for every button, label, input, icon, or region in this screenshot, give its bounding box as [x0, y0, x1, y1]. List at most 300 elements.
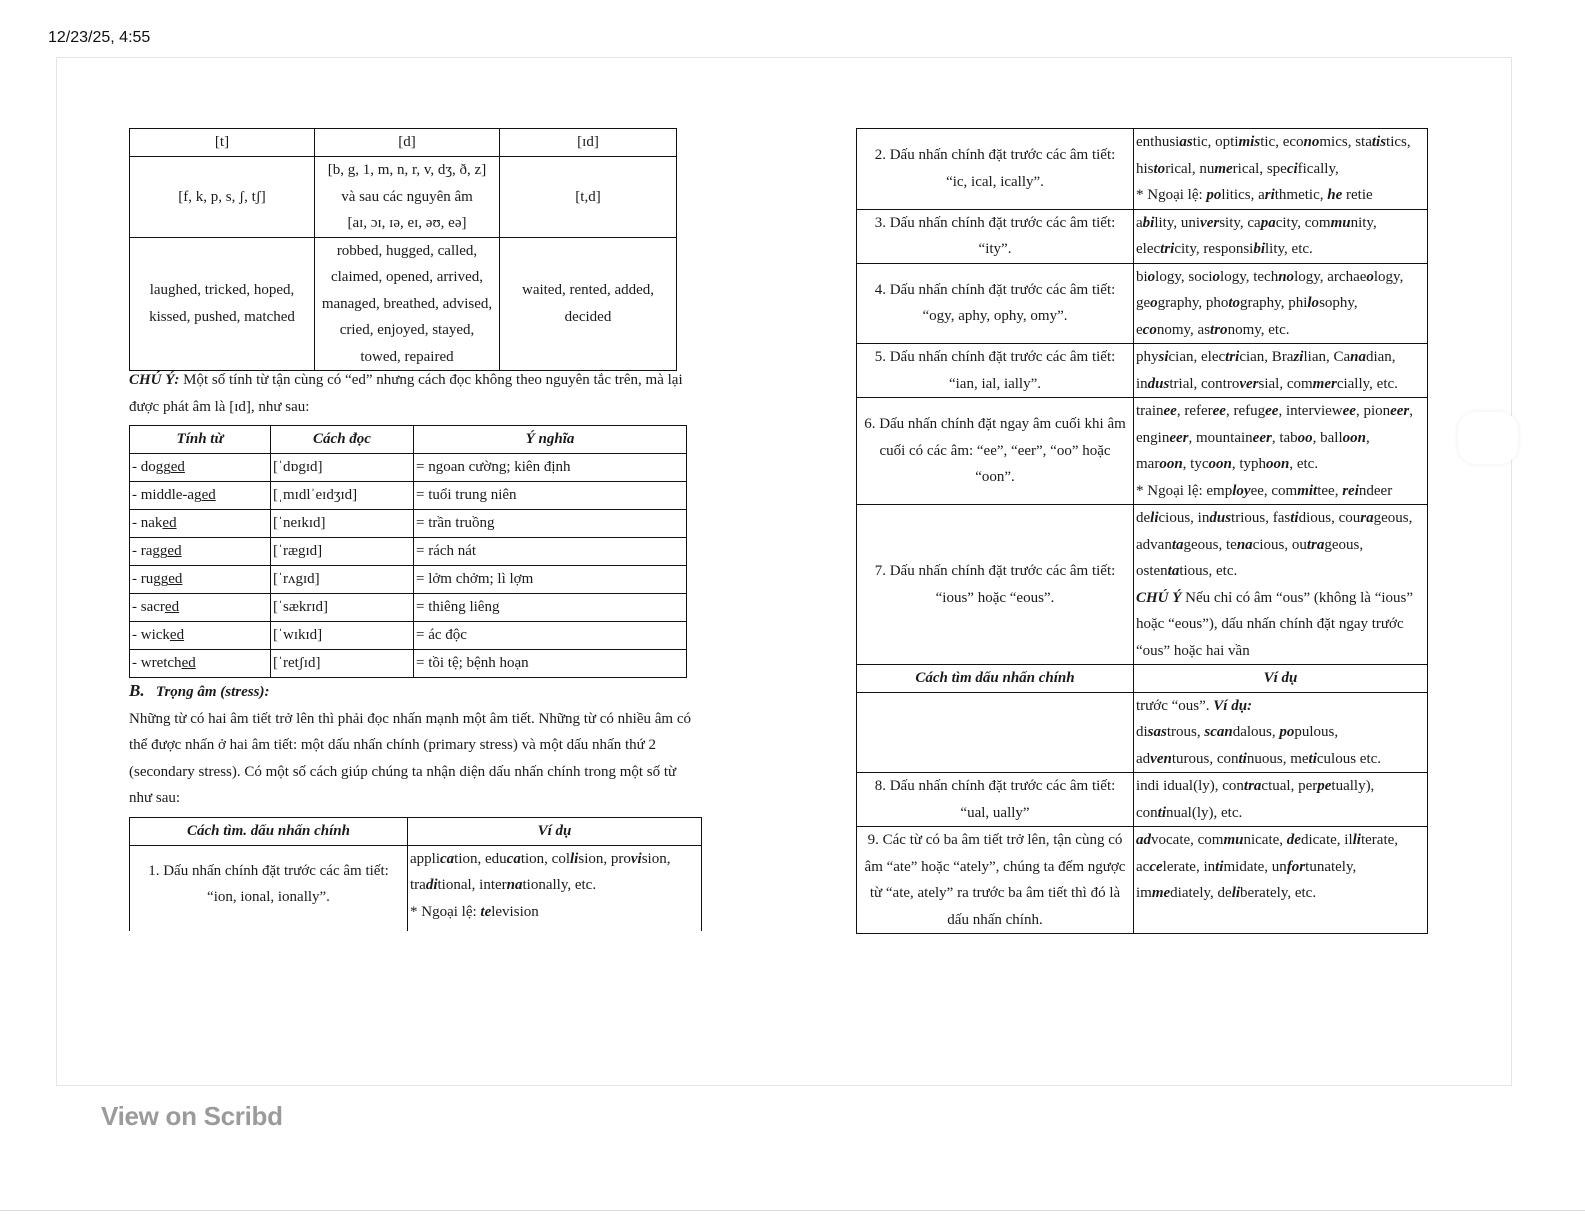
- text-segment: sophy,: [1319, 295, 1358, 311]
- stress-rule-9: [857, 827, 1134, 934]
- text-line: [aɪ, ɔɪ, ɪə, eɪ, əʊ, eə]: [347, 215, 467, 231]
- text-segment: nicate,: [1243, 832, 1287, 848]
- text-segment: logy, tech: [1220, 268, 1279, 285]
- text-segment: cian, elec: [1168, 349, 1226, 365]
- text-line: [1136, 129, 1425, 156]
- adjective-cell: [130, 481, 271, 509]
- text-segment: elec: [1136, 241, 1161, 257]
- adjective-suffix: ed: [181, 654, 196, 671]
- text-line: claimed, opened, arrived,: [330, 269, 483, 285]
- col-header-adjective: Tính từ: [130, 426, 271, 454]
- note-text: Một số tính từ tận cùng có “ed” nhưng cách đọc không theo nguyên tắc trên, mà lại: [179, 372, 683, 388]
- stressed-syllable: si: [1158, 349, 1169, 365]
- ed-t-sounds: [f, k, p, s, ʃ, tʃ]: [130, 157, 315, 238]
- stressed-syllable: o: [1212, 268, 1221, 285]
- text-segment: ad: [1136, 750, 1151, 767]
- stressed-syllable: ce: [1149, 858, 1163, 875]
- text-segment: con: [1136, 804, 1158, 821]
- stress-rule-1: [130, 845, 408, 931]
- table-row: [130, 453, 687, 481]
- stressed-syllable: ra: [1360, 510, 1374, 526]
- adjective-stem: - rugg: [132, 570, 169, 587]
- text-line: “ian, ial, ially”.: [948, 375, 1042, 392]
- stressed-syllable: ca: [440, 850, 455, 867]
- text-segment: rical, spe: [1232, 160, 1287, 177]
- adjective-cell: [130, 565, 271, 593]
- stressed-syllable: mer: [1312, 375, 1337, 392]
- side-scroll-tab[interactable]: [1458, 412, 1518, 464]
- stress-rule-3: [857, 209, 1134, 263]
- continued-example-cell: [1134, 692, 1428, 773]
- text-segment: advan: [1136, 536, 1172, 553]
- meaning-cell: = tồi tệ; bệnh hoạn: [414, 649, 687, 677]
- stress-rules-table-left: [129, 817, 702, 931]
- text-segment: retie: [1342, 187, 1373, 203]
- stressed-syllable: oon: [1159, 456, 1183, 472]
- stressed-syllable: ca: [506, 850, 521, 867]
- adjective-suffix: ed: [169, 626, 185, 643]
- text-line: kissed, pushed, matched: [149, 308, 295, 325]
- text-line: [1136, 854, 1425, 881]
- text-line: [1136, 585, 1425, 612]
- text-segment: ee, com: [1250, 482, 1298, 499]
- text-line: 8. Dấu nhấn chính đặt trước các âm tiết:: [874, 778, 1116, 794]
- text-line: 3. Dấu nhấn chính đặt trước các âm tiết:: [874, 214, 1116, 231]
- text-segment: * Ngoại lệ:: [410, 903, 481, 920]
- text-line: [1136, 558, 1425, 585]
- text-segment: tious, etc.: [1179, 563, 1238, 579]
- stress-example-2: [1134, 129, 1428, 210]
- text-segment: a: [1136, 214, 1143, 231]
- adjective-suffix: ed: [170, 458, 185, 475]
- adjective-ed-table: [129, 425, 687, 678]
- stressed-syllable: dus: [1147, 375, 1170, 392]
- text-segment: di: [1136, 724, 1148, 740]
- text-line: “oon”.: [975, 469, 1015, 486]
- stress-rule-4: [857, 263, 1134, 344]
- stressed-syllable: eer: [1169, 429, 1189, 446]
- text-segment: lity, uni: [1154, 214, 1201, 231]
- text-segment: enthusi: [1136, 134, 1180, 150]
- text-line: cuối có các âm: “ee”, “eer”, “oo” hoặc: [879, 442, 1111, 459]
- text-segment: hoặc “eous”), dấu nhấn chính đặt ngay trước: [1136, 616, 1404, 632]
- text-segment: nomy, as: [1156, 321, 1211, 338]
- text-segment: tee,: [1317, 482, 1343, 499]
- stressed-syllable: mu: [1330, 214, 1351, 231]
- stressed-syllable: pe: [1317, 778, 1332, 794]
- stressed-syllable: li: [1352, 832, 1361, 848]
- stressed-syllable: me: [1151, 885, 1171, 901]
- text-segment: turous, con: [1171, 750, 1239, 767]
- stressed-syllable: ee: [1212, 403, 1226, 419]
- table-row: [857, 129, 1428, 210]
- stressed-syllable: he: [1327, 187, 1343, 203]
- text-segment: , refer: [1176, 403, 1213, 419]
- text-segment: in: [1136, 375, 1148, 392]
- text-segment: levision: [491, 903, 539, 920]
- text-segment: tional, inter: [437, 877, 507, 893]
- text-segment: dian,: [1365, 349, 1396, 365]
- text-segment: graphy, phi: [1240, 295, 1308, 311]
- text-line: [1136, 611, 1425, 638]
- text-segment: nual(ly), etc.: [1166, 804, 1243, 821]
- ed-header-t: [t]: [130, 129, 315, 157]
- text-segment: his: [1136, 160, 1154, 177]
- ed-id-sounds: [t,d]: [500, 157, 677, 238]
- stressed-syllable: lo: [1307, 295, 1320, 311]
- text-segment: , ball: [1312, 429, 1343, 446]
- stressed-syllable: tis: [1371, 134, 1387, 150]
- text-segment: tic, eco: [1260, 134, 1304, 150]
- text-segment: lerate, in: [1162, 858, 1216, 875]
- text-line: (secondary stress). Có một số cách giúp chúng ta nhận diện dấu nhấn chính trong một số từ: [129, 763, 677, 780]
- text-segment: * Ngoại lệ:: [1136, 187, 1207, 203]
- adjective-stem: - sacr: [132, 598, 165, 615]
- stressed-syllable: ta: [1171, 536, 1184, 553]
- text-line: [1136, 532, 1425, 559]
- stressed-syllable: for: [1286, 858, 1306, 875]
- meaning-cell: = trần truồng: [414, 509, 687, 537]
- stress-example-9: [1134, 827, 1428, 934]
- text-segment: ,: [1365, 429, 1370, 446]
- text-line: decided: [564, 308, 612, 325]
- text-segment: cially, etc.: [1336, 375, 1398, 392]
- text-line: [1136, 638, 1425, 665]
- stressed-syllable: to: [1153, 160, 1166, 177]
- table-row: [857, 505, 1428, 665]
- text-segment: , refug: [1225, 403, 1266, 419]
- text-segment: sial, com: [1258, 375, 1313, 392]
- text-segment: , tyc: [1182, 456, 1209, 472]
- text-line: [1136, 290, 1425, 317]
- stressed-syllable: tri: [1225, 349, 1240, 365]
- stressed-syllable: o: [1366, 268, 1374, 285]
- ed-pronunciation-table: [129, 128, 677, 371]
- stressed-syllable: bi: [1253, 241, 1266, 257]
- stressed-syllable: po: [1279, 724, 1295, 740]
- adjective-cell: [130, 453, 271, 481]
- text-line: [1136, 880, 1425, 907]
- stressed-syllable: tra: [1306, 536, 1325, 553]
- text-segment: nuous, me: [1246, 750, 1309, 767]
- text-segment: geous,: [1373, 510, 1413, 526]
- text-line: như sau:: [129, 790, 181, 806]
- stressed-syllable: mit: [1297, 482, 1318, 499]
- stressed-syllable: po: [1206, 187, 1222, 203]
- stressed-syllable: ver: [1239, 375, 1259, 392]
- col-header-example-repeat: Ví dụ: [1134, 665, 1428, 693]
- adjective-stem: - ragg: [132, 542, 168, 559]
- text-segment: , etc.: [1289, 456, 1319, 472]
- stressed-syllable: eer: [1390, 403, 1410, 419]
- text-line: [1136, 800, 1425, 827]
- stressed-syllable: na: [1350, 349, 1366, 365]
- stress-rule-2: [857, 129, 1134, 210]
- stress-rule-7: [857, 505, 1134, 665]
- stressed-syllable: eer: [1252, 429, 1272, 446]
- text-line: [410, 872, 699, 899]
- text-segment: lity, etc.: [1265, 241, 1313, 257]
- stressed-syllable: as: [1179, 134, 1193, 150]
- ipa-cell: [ˈwɪkɪd]: [271, 621, 414, 649]
- text-segment: midate, un: [1223, 858, 1287, 875]
- text-segment: e: [1136, 321, 1143, 338]
- stressed-syllable: ee: [1342, 403, 1356, 419]
- view-on-scribd-link[interactable]: View on Scribd: [101, 1101, 283, 1131]
- stress-rule-8: [857, 773, 1134, 827]
- text-segment: ctual, per: [1261, 778, 1318, 794]
- text-line: [1136, 693, 1425, 720]
- stressed-syllable: ven: [1150, 750, 1172, 767]
- stress-rule-5: [857, 344, 1134, 398]
- text-line: [1136, 236, 1425, 263]
- text-line: [1136, 827, 1425, 854]
- text-line: từ “ate, ately” ra trước ba âm tiết thì đó là: [869, 885, 1121, 901]
- text-line: [1136, 317, 1425, 344]
- table-row: [857, 398, 1428, 505]
- text-segment: diately, de: [1170, 885, 1232, 901]
- stressed-syllable: oo: [1297, 429, 1313, 446]
- text-segment: vocate, com: [1151, 832, 1224, 848]
- stress-example-5: [1134, 344, 1428, 398]
- text-segment: nity,: [1350, 214, 1377, 231]
- adjective-suffix: ed: [168, 570, 183, 587]
- stressed-syllable: li: [1231, 885, 1241, 901]
- stressed-syllable: CHÚ Ý: [1136, 589, 1182, 606]
- meaning-cell: = rách nát: [414, 537, 687, 565]
- stress-example-6: [1134, 398, 1428, 505]
- table-row: [130, 481, 687, 509]
- text-line: [1136, 371, 1425, 398]
- text-line: [129, 367, 719, 394]
- note-label: CHÚ Ý:: [129, 372, 180, 388]
- stressed-syllable: ti: [1308, 750, 1317, 767]
- text-line: [b, g, 1, m, n, r, v, dʒ, ð, z]: [327, 162, 487, 178]
- text-segment: fically,: [1297, 160, 1339, 177]
- text-line: 5. Dấu nhấn chính đặt trước các âm tiết:: [874, 349, 1116, 365]
- stressed-syllable: oon: [1208, 456, 1232, 472]
- text-segment: pulous,: [1294, 724, 1339, 740]
- adjective-stem: - wretch: [132, 654, 182, 671]
- col-header-example: Ví dụ: [408, 818, 702, 846]
- stress-example-4: [1134, 263, 1428, 344]
- ed-d-sounds: [315, 157, 500, 238]
- text-line: waited, rented, added,: [521, 282, 655, 299]
- stress-example-7: [1134, 505, 1428, 665]
- stressed-syllable: ti: [1290, 510, 1299, 526]
- print-timestamp: 12/23/25, 4:55: [48, 29, 151, 46]
- text-segment: litics, a: [1221, 187, 1265, 203]
- text-line: [1136, 210, 1425, 237]
- col-header-rule-repeat: Cách tìm dấu nhấn chính: [857, 665, 1134, 693]
- text-segment: city, com: [1275, 214, 1331, 231]
- text-line: dấu nhấn chính.: [947, 911, 1043, 928]
- table-row: [130, 509, 687, 537]
- stressed-syllable: oon: [1266, 456, 1290, 472]
- text-segment: phy: [1136, 349, 1159, 365]
- stress-example-8: [1134, 773, 1428, 827]
- text-line: [1136, 425, 1425, 452]
- stressed-syllable: oon: [1342, 429, 1366, 446]
- ipa-cell: [ˈrægɪd]: [271, 537, 414, 565]
- stressed-syllable: ti: [1157, 804, 1167, 821]
- text-segment: tics,: [1386, 134, 1411, 150]
- ed-id-examples: [500, 237, 677, 371]
- stressed-syllable: sas: [1147, 724, 1167, 740]
- text-segment: logy, soci: [1155, 268, 1213, 285]
- text-line: 4. Dấu nhấn chính đặt trước các âm tiết:: [874, 281, 1116, 298]
- text-segment: rical, nu: [1165, 160, 1215, 177]
- adjective-suffix: ed: [201, 486, 216, 503]
- stressed-syllable: to: [1228, 295, 1241, 311]
- text-segment: city, responsi: [1174, 241, 1254, 257]
- stress-example-3: [1134, 209, 1428, 263]
- text-segment: culous etc.: [1316, 750, 1382, 767]
- continued-rule-cell: [857, 692, 1134, 773]
- adjective-stem: - dogg: [132, 458, 171, 475]
- stressed-syllable: pa: [1260, 214, 1276, 231]
- text-segment: graphy, pho: [1157, 295, 1229, 311]
- table-row: [130, 649, 687, 677]
- text-segment: cian, Bra: [1239, 349, 1294, 365]
- text-segment: , typh: [1231, 456, 1267, 472]
- text-segment: cious, ou: [1252, 536, 1307, 553]
- adjective-cell: [130, 509, 271, 537]
- text-segment: appli: [410, 850, 440, 867]
- adjective-stem: - wick: [132, 626, 170, 643]
- text-segment: tic, opti: [1192, 134, 1239, 150]
- text-line: 2. Dấu nhấn chính đặt trước các âm tiết:: [874, 147, 1116, 164]
- stressed-syllable: scan: [1204, 724, 1233, 740]
- text-line: [1136, 264, 1425, 291]
- text-line: 7. Dấu nhấn chính đặt trước các âm tiết:: [874, 563, 1116, 579]
- stressed-syllable: tri: [1160, 241, 1175, 257]
- ed-header-id: [ɪd]: [500, 129, 677, 157]
- text-segment: tionally, etc.: [522, 877, 597, 893]
- stressed-syllable: mu: [1223, 832, 1244, 848]
- stressed-syllable: ee: [1265, 403, 1279, 419]
- text-segment: tion, edu: [454, 850, 507, 867]
- text-line: “ious” hoặc “eous”.: [935, 589, 1055, 606]
- text-line: “ic, ical, ically”.: [946, 173, 1044, 190]
- stressed-syllable: o: [1147, 268, 1156, 285]
- text-segment: dalous,: [1232, 724, 1280, 740]
- text-segment: ac: [1136, 858, 1150, 875]
- stressed-syllable: ri: [1264, 187, 1275, 203]
- adjective-suffix: ed: [162, 514, 177, 531]
- stressed-syllable: ver: [1200, 214, 1220, 231]
- text-line: managed, breathed, advised,: [321, 295, 493, 312]
- text-segment: trial, contro: [1169, 375, 1240, 392]
- meaning-cell: = lởm chởm; lì lợm: [414, 565, 687, 593]
- text-segment: nomy, etc.: [1227, 321, 1290, 338]
- stress-example-1: [408, 845, 702, 931]
- text-segment: trious, fas: [1231, 510, 1291, 526]
- table-row: [130, 565, 687, 593]
- stressed-syllable: no: [1303, 134, 1320, 150]
- text-line: Những từ có hai âm tiết trở lên thì phải đọc nhấn mạnh một âm tiết. Những từ có nhiều âm có: [129, 710, 691, 727]
- text-line: [410, 846, 699, 873]
- text-segment: dicate, il: [1300, 832, 1353, 848]
- meaning-cell: = tuổi trung niên: [414, 481, 687, 509]
- text-segment: , pion: [1355, 403, 1391, 419]
- text-segment: tra: [410, 877, 426, 893]
- text-segment: tunately,: [1305, 858, 1357, 875]
- text-segment: geous, te: [1183, 536, 1237, 553]
- col-header-pronunciation: Cách đọc: [271, 426, 414, 454]
- text-line: 1. Dấu nhấn chính đặt trước các âm tiết:: [148, 862, 389, 879]
- stressed-syllable: vi: [630, 850, 642, 867]
- stressed-syllable: no: [1278, 268, 1295, 285]
- stressed-syllable: ad: [1136, 832, 1151, 848]
- text-segment: , mountain: [1188, 429, 1253, 446]
- ed-d-examples: [315, 237, 500, 371]
- text-segment: trước “ous”.: [1136, 697, 1214, 714]
- text-line: laughed, tricked, hoped,: [149, 282, 295, 299]
- stressed-syllable: co: [1142, 321, 1157, 338]
- text-line: [410, 899, 699, 926]
- stress-rules-table-right: [856, 128, 1428, 934]
- stressed-syllable: tra: [1243, 778, 1262, 794]
- text-line: “ual, ually”: [960, 804, 1030, 821]
- ed-t-examples: [130, 237, 315, 371]
- text-segment: terate,: [1360, 832, 1399, 848]
- text-segment: logy, archae: [1294, 268, 1367, 285]
- stressed-syllable: loy: [1232, 482, 1251, 499]
- ed-exception-note: [129, 367, 719, 420]
- text-segment: osten: [1136, 563, 1168, 579]
- text-line: “ogy, aphy, ophy, omy”.: [922, 308, 1068, 325]
- stressed-syllable: te: [480, 903, 492, 920]
- table-row: [130, 593, 687, 621]
- text-segment: im: [1136, 885, 1152, 901]
- text-line: thể được nhấn ở hai âm tiết: một dấu nhấn chính (primary stress) và một dấu nhấn thứ 2: [129, 737, 656, 753]
- text-line: [1136, 773, 1425, 800]
- text-segment: trous,: [1166, 724, 1205, 740]
- text-segment: bi: [1136, 268, 1148, 285]
- stressed-syllable: di: [425, 877, 438, 893]
- stressed-syllable: ci: [1286, 160, 1298, 177]
- text-line: robbed, hugged, called,: [336, 242, 478, 259]
- text-line: [1136, 451, 1425, 478]
- text-segment: , tab: [1271, 429, 1298, 446]
- text-segment: lian, Ca: [1303, 349, 1351, 365]
- text-segment: berately, etc.: [1240, 885, 1317, 901]
- stressed-syllable: tro: [1210, 321, 1228, 338]
- text-line: [1136, 505, 1425, 532]
- stressed-syllable: o: [1150, 295, 1158, 311]
- text-segment: logy,: [1373, 268, 1404, 285]
- stressed-syllable: na: [1236, 536, 1253, 553]
- section-b-heading: [129, 678, 729, 706]
- text-line: và sau các nguyên âm: [341, 188, 473, 205]
- text-segment: mics, sta: [1319, 134, 1372, 150]
- text-segment: tually),: [1331, 778, 1375, 794]
- ipa-cell: [ˈdɒgɪd]: [271, 453, 414, 481]
- text-segment: dious, cou: [1298, 510, 1361, 526]
- text-segment: sity, ca: [1219, 214, 1261, 231]
- table-row: [857, 209, 1428, 263]
- text-segment: sion, pro: [578, 850, 631, 867]
- text-segment: ge: [1136, 295, 1151, 311]
- text-segment: thmetic,: [1274, 187, 1328, 203]
- text-line: [1136, 182, 1425, 209]
- text-line: [1136, 478, 1425, 505]
- ipa-cell: [ˈretʃɪd]: [271, 649, 414, 677]
- stressed-syllable: ee: [1163, 403, 1177, 419]
- text-line: “ion, ional, ionally”.: [207, 889, 330, 905]
- adjective-cell: [130, 621, 271, 649]
